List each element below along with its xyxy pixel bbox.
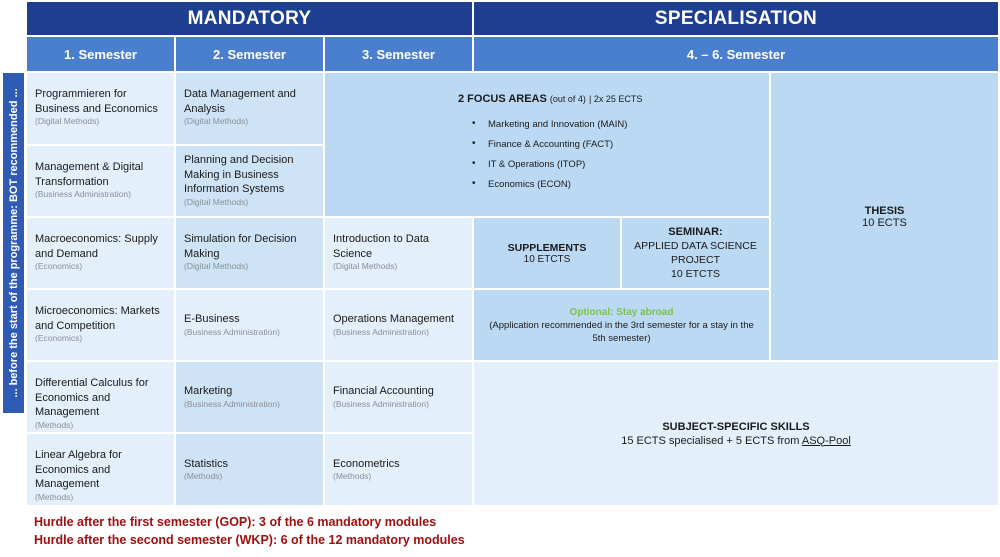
module-title: E-Business bbox=[184, 313, 240, 326]
module-category: (Business Administration) bbox=[333, 326, 429, 337]
module-title: Data Management and Analysis bbox=[184, 88, 296, 115]
focus-areas-block bbox=[325, 73, 769, 216]
focus-area-item: • IT & Operations (ITOP) bbox=[470, 159, 627, 170]
module-category: (Digital Methods) bbox=[184, 116, 249, 126]
module-category: (Business Administration) bbox=[184, 398, 280, 409]
module-sem1-4 bbox=[27, 290, 174, 360]
seminar-subtitle: APPLIED DATA SCIENCE PROJECT bbox=[634, 240, 757, 266]
module-title: Planning and Decision Making in Business Information Systems bbox=[184, 154, 294, 195]
module-title: Simulation for Decision Making bbox=[184, 233, 297, 260]
module-category: (Methods) bbox=[35, 491, 74, 502]
module-title: Econometrics bbox=[333, 457, 400, 470]
module-title: Differential Calculus for Economics and Management bbox=[35, 377, 149, 418]
module-category: (Methods) bbox=[184, 471, 223, 482]
module-title: Macroeconomics: Supply and Demand bbox=[35, 233, 158, 260]
thesis-ects: 10 ECTS bbox=[862, 216, 907, 229]
module-category: (Economics) bbox=[35, 333, 83, 343]
module-title: Introduction to Data Science bbox=[333, 233, 430, 260]
focus-area-item: • Finance & Accounting (FACT) bbox=[470, 139, 627, 150]
supplements-ects: 10 ETCTS bbox=[523, 253, 571, 265]
subject-skills-block bbox=[474, 362, 998, 505]
hurdle-second-semester: Hurdle after the second semester (WKP): 6 of the 12 mandatory modules bbox=[34, 533, 465, 547]
mandatory-header: MANDATORY bbox=[27, 2, 472, 35]
module-sem3-3 bbox=[325, 362, 472, 432]
stay-abroad-text: (Application recommended in the 3rd semester for a stay in the 5th semester) bbox=[489, 319, 754, 344]
module-title: Statistics bbox=[184, 457, 229, 470]
module-title: Financial Accounting bbox=[333, 385, 434, 398]
module-sem3-2 bbox=[325, 290, 472, 360]
semester-4-6-header: 4. – 6. Semester bbox=[474, 37, 998, 71]
module-category: (Digital Methods) bbox=[184, 196, 249, 207]
module-sem3-1 bbox=[325, 218, 472, 288]
module-sem1-2 bbox=[27, 146, 174, 216]
module-category: (Business Administration) bbox=[35, 189, 131, 199]
seminar-ects: 10 ETCTS bbox=[670, 268, 720, 280]
focus-areas-heading: 2 FOCUS AREAS (out of 4) | 2x 25 ECTS bbox=[458, 93, 643, 105]
module-title: Microeconomics: Markets and Competition bbox=[35, 305, 160, 332]
module-sem1-3 bbox=[27, 218, 174, 288]
supplements-title: SUPPLEMENTS bbox=[507, 241, 587, 254]
hurdle-first-semester: Hurdle after the first semester (GOP): 3 of the 6 mandatory modules bbox=[34, 515, 437, 529]
side-recommendation-label: ... before the start of the programme: BOT recommended ... bbox=[3, 73, 24, 413]
semester-3-header: 3. Semester bbox=[325, 37, 472, 71]
focus-area-item: • Marketing and Innovation (MAIN) bbox=[470, 119, 627, 130]
asq-pool-link[interactable]: ASQ-Pool bbox=[801, 434, 851, 447]
seminar-block bbox=[622, 218, 769, 288]
stay-abroad-title: Optional: Stay abroad bbox=[569, 306, 674, 318]
module-sem3-4 bbox=[325, 434, 472, 505]
skills-text: 15 ECTS specialised + 5 ECTS from ASQ-Pool bbox=[621, 434, 851, 447]
module-category: (Business Administration) bbox=[333, 398, 429, 409]
module-sem1-6 bbox=[27, 434, 174, 505]
module-title: Marketing bbox=[184, 385, 233, 398]
semester-2-header: 2. Semester bbox=[176, 37, 323, 71]
module-title: Management & Digital Transformation bbox=[35, 161, 144, 188]
skills-title: SUBJECT-SPECIFIC SKILLS bbox=[662, 420, 810, 433]
module-category: (Digital Methods) bbox=[333, 261, 398, 271]
module-title: Linear Algebra for Economics and Management bbox=[35, 449, 122, 490]
thesis-title: THESIS bbox=[864, 204, 905, 217]
module-category: (Digital Methods) bbox=[35, 116, 100, 126]
stay-abroad-block bbox=[474, 290, 769, 360]
module-sem1-1 bbox=[27, 73, 174, 144]
module-sem2-1 bbox=[176, 73, 323, 144]
supplements-block bbox=[474, 218, 620, 288]
seminar-title: SEMINAR: bbox=[668, 226, 723, 238]
module-category: (Methods) bbox=[333, 471, 372, 482]
thesis-block bbox=[771, 73, 998, 360]
module-category: (Methods) bbox=[35, 419, 74, 430]
module-sem2-2 bbox=[176, 146, 323, 216]
module-sem2-5 bbox=[176, 362, 323, 432]
module-sem1-5 bbox=[27, 362, 174, 432]
semester-1-header: 1. Semester bbox=[27, 37, 174, 71]
focus-areas-list bbox=[470, 119, 627, 199]
module-sem2-6 bbox=[176, 434, 323, 505]
module-title: Programmieren for Business and Economics bbox=[35, 88, 158, 115]
module-category: (Economics) bbox=[35, 261, 83, 271]
module-category: (Digital Methods) bbox=[184, 261, 249, 271]
module-sem2-4 bbox=[176, 290, 323, 360]
focus-area-item: • Economics (ECON) bbox=[470, 179, 627, 190]
module-title: Operations Management bbox=[333, 313, 455, 326]
specialisation-header: SPECIALISATION bbox=[474, 2, 998, 35]
module-sem2-3 bbox=[176, 218, 323, 288]
module-category: (Business Administration) bbox=[184, 326, 280, 337]
